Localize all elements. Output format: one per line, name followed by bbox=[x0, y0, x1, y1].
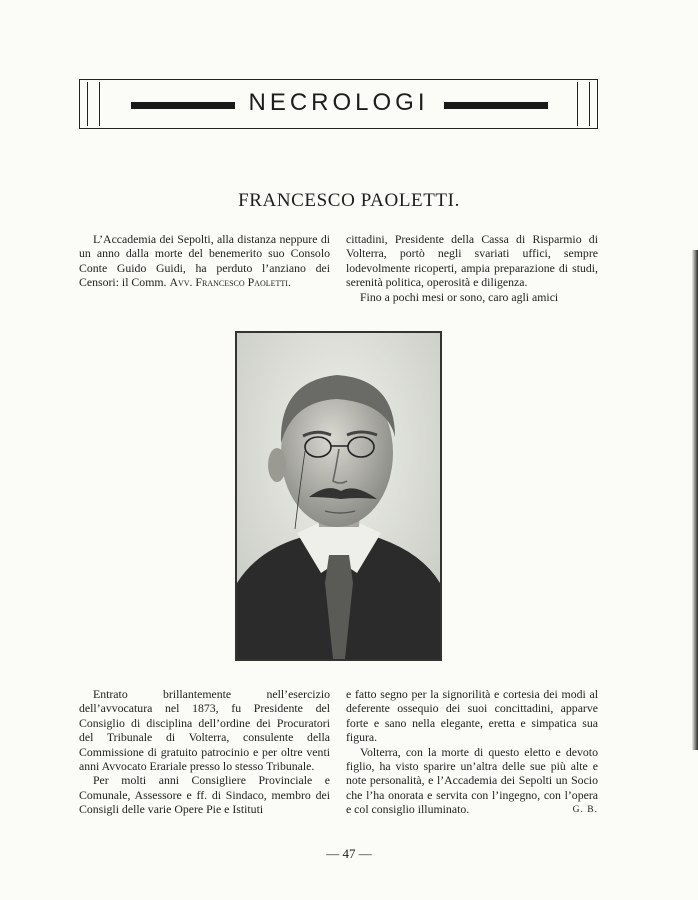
paragraph: e fatto segno per la signorilità e cortesia dei modi al deferente ossequio dei suoi concittadini, apparve forte e sano nella elegante, eretta e simpatica sua figura. bbox=[346, 687, 598, 745]
paragraph: cittadini, Presidente della Cassa di Risparmio di Volterra, portò negli svariati uffici, sempre lodevolmente ricoperti, ampia preparazione di studi, serenità politica, operosità e diligenza. bbox=[346, 232, 598, 290]
portrait-image bbox=[237, 333, 440, 659]
paragraph: Entrato brillantemente nell’esercizio dell’avvocatura nel 1873, fu Presidente del Consiglio di disciplina dell’ordine dei Procuratori del Tribunale di Volterra, consulente della Commissione di gratuito patrocinio e per oltre venti anni Avvocato Erariale presso lo stesso Tribunale. bbox=[79, 687, 330, 774]
body-right-column bbox=[346, 687, 598, 817]
deceased-name: Avv. Francesco Paoletti. bbox=[169, 275, 291, 290]
body-left-column bbox=[79, 687, 330, 817]
intro-text: L’Accademia dei Sepolti, alla distanza neppure di un anno dalla morte del benemerito suo Consolo Conte Guido Guidi, ha perduto l’anziano dei Censori: il Comm. bbox=[79, 232, 330, 290]
paragraph: Fino a pochi mesi or sono, caro agli amici bbox=[360, 289, 559, 304]
author-initials: G. B. bbox=[572, 804, 598, 815]
page-edge-shadow bbox=[692, 250, 698, 750]
section-header bbox=[79, 79, 598, 129]
intro-left-column bbox=[79, 232, 330, 290]
section-title: NECROLOGI bbox=[248, 89, 429, 116]
paragraph: Volterra, con la morte di questo eletto e devoto figlio, ha visto sparire un’altra delle sue più alte e note personalità, e l’Accademia dei Sepolti un Socio che l’ha onorata e servita con l’ingegno, con l’opera e col consiglio illuminato. bbox=[346, 744, 598, 817]
paragraph: Per molti anni Consigliere Provinciale e Comunale, Assessore e ff. di Sindaco, membro dei Consigli delle varie Opere Pie e Istituti bbox=[79, 773, 330, 817]
page-number: — 47 — bbox=[326, 846, 372, 861]
intro-right-column bbox=[346, 232, 598, 304]
article-title: FRANCESCO PAOLETTI. bbox=[238, 190, 460, 211]
portrait-photo bbox=[235, 331, 442, 661]
